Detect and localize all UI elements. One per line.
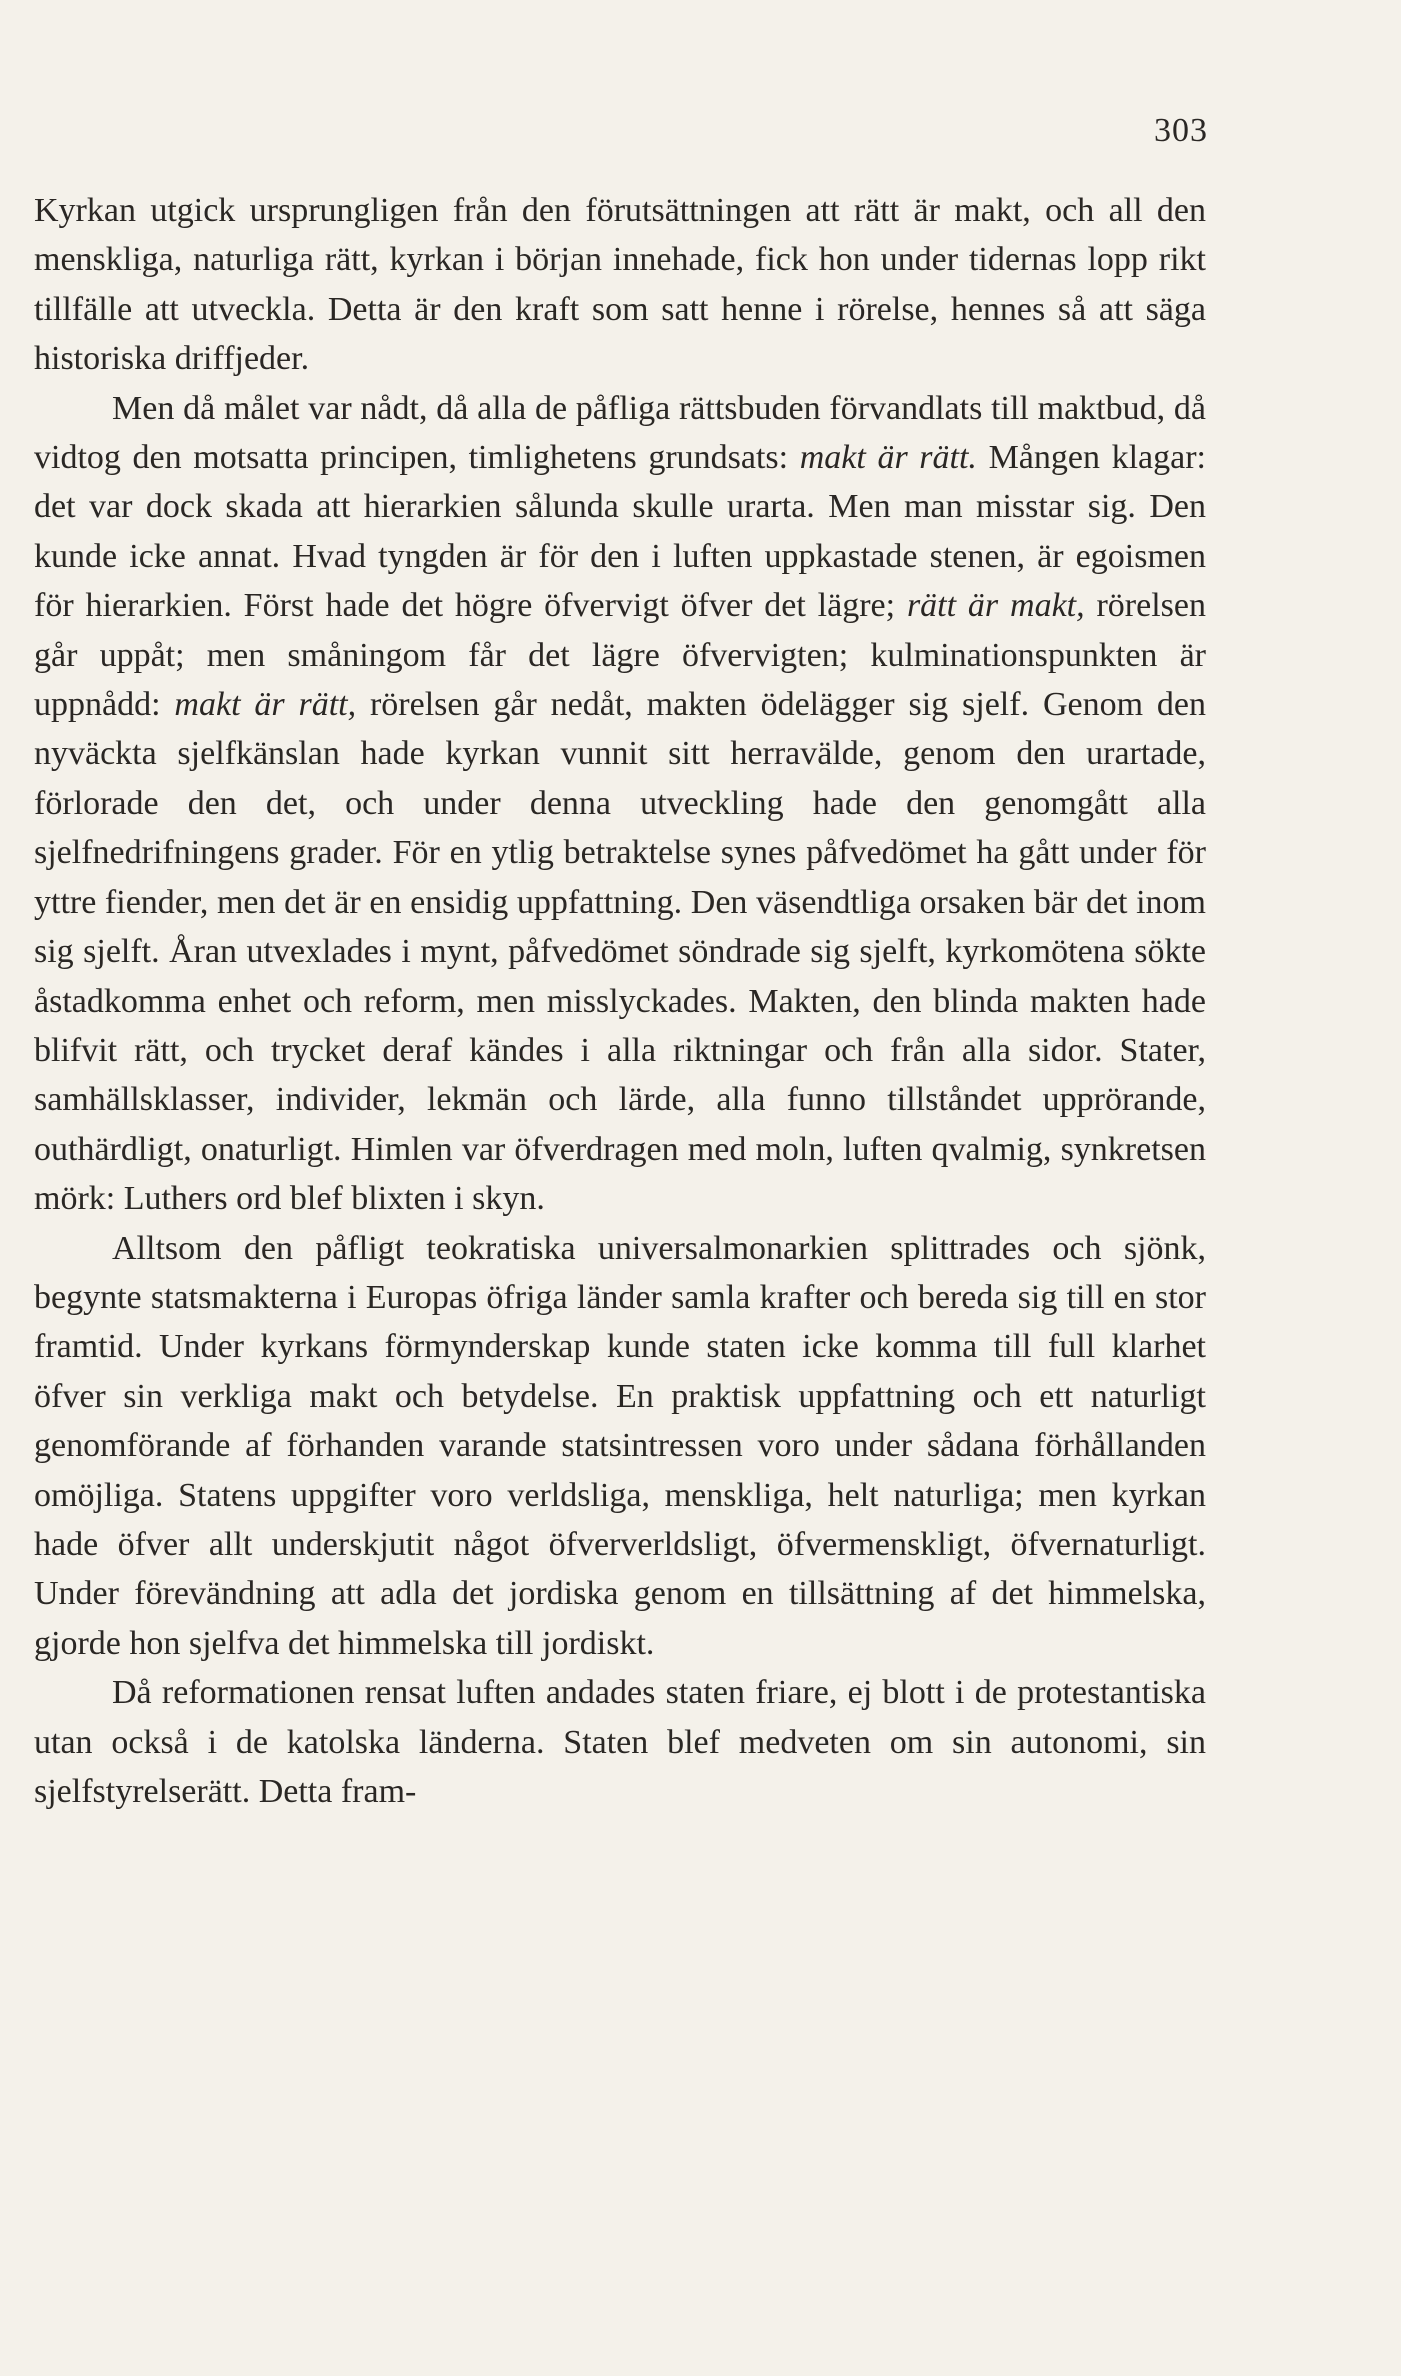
paragraph-1-text: Kyrkan utgick ursprungligen från den förutsättningen att rätt är makt, och all den menskliga, naturliga rätt, kyrkan i början innehade, fick hon under tidernas lopp rikt tillfälle att utveckla. Detta är den kraft som satt henne i rörelse, hennes så att säga historiska driffjeder. [34,192,1206,378]
paragraph-1 [34,186,1206,384]
body-text [34,186,1206,1816]
paragraph-3 [34,1224,1206,1669]
paragraph-2-text-2: Mången klagar: det var dock skada att hierarkien sålunda skulle urarta. Men man misstar sig. Den kunde icke annat. Hvad tyngden är för den i luften uppkastade stenen, är egoismen för hierarkien. Först hade det högre öfvervigt öfver det lägre; [34,439,1207,625]
paragraph-4-text: Då reformationen rensat luften andades staten friare, ej blott i de protestantiska utan också i de katolska länderna. Staten blef medveten om sin autonomi, sin sjelfstyrelserätt. Detta fram- [34,1674,1206,1810]
paragraph-2-text-4: rörelsen går nedåt, makten ödelägger sig sjelf. Genom den nyväckta sjelfkänslan hade kyrkan vunnit sitt herravälde, genom den urartade, förlorade den det, och under denna utveckling hade den genomgått alla sjelfnedrifningens grader. För en ytlig betraktelse synes påfvedömet ha gått under för yttre fiender, men det är en ensidig uppfattning. Den väsendtliga orsaken bär det inom sig sjelft. Åran utvexlades i mynt, påfvedömet söndrade sig sjelft, kyrkomötena sökte åstadkomma enhet och reform, men misslyckades. Makten, den blinda makten hade blifvit rätt, och trycket deraf kändes i alla riktningar och från alla sidor. Stater, samhällsklasser, individer, lekmän och lärde, alla funno tillståndet upprörande, outhärdligt, onaturligt. Himlen var öfverdragen med moln, luften qvalmig, synkretsen mörk: Luthers ord blef blixten i skyn. [34,686,1206,1218]
paragraph-2 [34,384,1206,1224]
paragraph-3-text: Alltsom den påfligt teokratiska universalmonarkien splittrades och sjönk, begynte statsmakterna i Europas öfriga länder samla krafter och bereda sig till en stor framtid. Under kyrkans förmynderskap kunde staten icke komma till full klarhet öfver sin verkliga makt och betydelse. En praktisk uppfattning och ett naturligt genomförande af förhanden varande statsintressen voro under sådana förhållanden omöjliga. Statens uppgifter voro verldsliga, menskliga, helt naturliga; men kyrkan hade öfver allt underskjutit något öfververldsligt, öfvermenskligt, öfvernaturligt. Under förevändning att adla det jordiska genom en tillsättning af det himmelska, gjorde hon sjelfva det himmelska till jordiskt. [34,1229,1206,1662]
paragraph-4 [34,1668,1206,1816]
paragraph-2-text-3: rörelsen går uppåt; men småningom får det lägre öfvervigten; kulminationspunkten är uppnådd: [34,587,1206,724]
emphasis-ratt-ar-makt: rätt är makt, [906,587,1085,625]
paragraph-2-text-1: Men då målet var nådt, då alla de påfliga rättsbuden förvandlats till maktbud, då vidtog den motsatta principen, timlighetens grundsats: [34,389,1206,477]
page-number: 303 [1154,112,1208,149]
document-page [34,0,1206,2376]
emphasis-makt-ar-ratt-2: makt är rätt, [174,686,357,724]
emphasis-makt-ar-ratt-1: makt är rätt. [799,439,977,477]
